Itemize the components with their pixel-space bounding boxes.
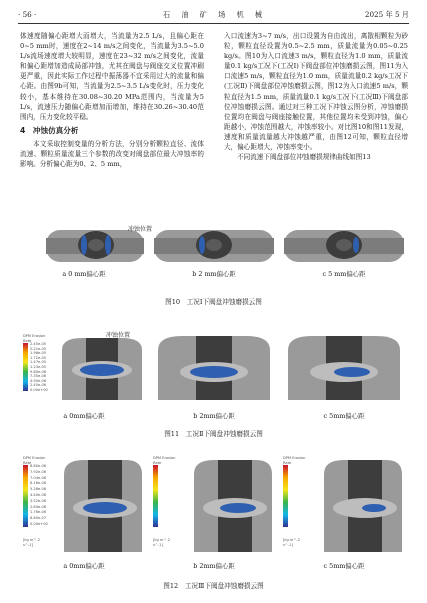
legend-unit: [kg m^-2 s^-1]: [283, 538, 301, 547]
figure-12: [22, 452, 406, 572]
legend-tick: 8.80e-07: [30, 516, 47, 521]
right-column: [224, 31, 408, 162]
legend-tick: 7.04e-06: [30, 475, 47, 480]
legend-tick: 0.00e+00: [30, 521, 48, 526]
figure-panel: [152, 224, 276, 280]
legend-tick: 6.16e-06: [30, 481, 47, 486]
panel-label: a 0 mm偏心距: [62, 270, 106, 278]
legend-tick: 1.76e-06: [30, 510, 47, 515]
legend-tick: 7.92e-06: [30, 469, 47, 474]
erosion-location-annotation: 冲蚀位置: [128, 226, 153, 233]
figure-panel: [152, 330, 276, 422]
legend-unit: [kg m^-2 s^-1]: [153, 538, 171, 547]
legend-title: DPM Erosion Rate: [23, 334, 46, 343]
erosion-contour-image: [152, 330, 276, 408]
erosion-contour-image: [282, 330, 406, 408]
journal-title: 石 油 矿 场 机 械: [162, 10, 265, 19]
legend-title: DPM Erosion Rate: [283, 456, 306, 465]
legend-tick: 1.47e-05: [30, 360, 47, 365]
legend-tick: 4.40e-06: [30, 492, 47, 497]
panel-label: b 2mm偏心距: [193, 412, 235, 420]
figure-panel: [282, 452, 406, 572]
legend-tick: 1.96e-05: [30, 351, 47, 356]
paragraph: 入口流速为3~7 m/s，出口设置为自由流出，离散相颗粒为砂粒，颗粒直径设置为0.5~2.5 mm，质量流量为0.05~0.25 kg/s。图10为入口流速3 m/s，颗粒直径为1.0 mm，质量流量0.1 kg/s工况下(工况Ⅰ)下阀盘部位冲蚀磨损云图，图11为入口流速5 m/s，颗粒直径为1.0 mm，质量流量0.2 kg/s工况下(工况Ⅱ)下阀盘部位冲蚀磨损云图，图12为入口流速5 m/s，颗粒直径为1.5 mm，质量流量0.1 kg/s工况下(工况Ⅲ)下阀盘部位冲蚀磨损云图。通过对三种工况下冲蚀云图分析，冲蚀磨损位置均在阀盘与阀座接触位置，其他位置均未受到冲蚀，偏心距越小，冲蚀范围越大，冲蚀率较小。对比图10和图11发现，速度和质量流量越大冲蚀越严重，由图12可知，颗粒直径增大，偏心距增大，冲蚀率变小。: [224, 32, 408, 152]
erosion-contour-image: [152, 452, 276, 558]
panel-label: c 5mm偏心距: [323, 412, 365, 420]
figure-caption: 图10 工况Ⅰ下阀盘冲蚀磨损云图: [165, 298, 262, 306]
page-number: · 56 ·: [18, 10, 37, 19]
legend-tick: 4.90e-06: [30, 378, 47, 383]
legend-tick: 7.35e-06: [30, 374, 47, 379]
legend-unit: [kg m^-2 s^-1]: [23, 538, 41, 547]
panel-label: c 5 mm偏心距: [322, 270, 366, 278]
panel-label: a 0mm偏心距: [63, 412, 105, 420]
erosion-contour-image: [22, 330, 146, 408]
panel-label: b 2mm偏心距: [193, 562, 235, 570]
legend-tick: 1.72e-05: [30, 355, 47, 360]
issue-date: 2025 年 5 月: [364, 10, 409, 19]
figure-caption: 图11 工况Ⅱ下阀盘冲蚀磨损云图: [164, 430, 263, 438]
legend-tick: 8.80e-06: [30, 464, 47, 468]
erosion-contour-image: [282, 452, 406, 558]
legend-tick: 9.80e-06: [30, 369, 47, 374]
figure-caption: 图12 工况Ⅲ下阀盘冲蚀磨损云图: [163, 582, 264, 590]
paragraph: 不同流速下阀盘部位冲蚀磨损规律曲线如图13: [237, 153, 371, 162]
figure-11: [22, 330, 406, 422]
legend-tick: 2.21e-05: [30, 346, 47, 351]
legend-tick: 5.28e-06: [30, 487, 47, 492]
figure-10: [22, 224, 406, 280]
legend-tick: 1.23e-05: [30, 364, 47, 369]
erosion-contour-image: [22, 452, 146, 558]
legend-tick: 3.52e-06: [30, 498, 47, 503]
panel-label: c 5mm偏心距: [323, 562, 365, 570]
legend-title: DPM Erosion Rate: [153, 456, 176, 465]
legend-title: DPM Erosion Rate: [23, 456, 46, 465]
figure-panel: [282, 224, 406, 280]
figure-panel: [22, 330, 146, 422]
panel-label: b 2 mm偏心距: [192, 270, 236, 278]
figure-panel: [152, 452, 276, 572]
erosion-contour-image: [152, 224, 276, 266]
panel-label: a 0mm偏心距: [63, 562, 105, 570]
legend-tick: 0.00e+00: [30, 387, 48, 392]
erosion-contour-image: [282, 224, 406, 266]
erosion-location-annotation: 冲蚀位置: [106, 332, 131, 339]
paragraph: 本文采取控制变量的分析方法，分别分析颗粒直径、流体流速、颗粒质量流量三个参数的改变对阀盘部位最大冲蚀率的影响。分析偏心距为0、2、5 mm，: [20, 139, 204, 169]
legend-tick: 2.45e-06: [30, 383, 47, 388]
legend-tick: 2.64e-06: [30, 504, 47, 509]
left-column: [20, 31, 204, 169]
section-heading: 4 冲蚀仿真分析: [20, 125, 79, 135]
page-header: [18, 9, 409, 24]
figure-panel: [282, 330, 406, 422]
legend-tick: 2.45e-05: [30, 342, 47, 346]
paragraph: 体速度随偏心距增大而增大，当流量为2.5 L/s，且偏心距在0~5 mm时，速度在2~14 m/s之间变化，当流量为3.5~5.0 L/s流场速度增大较明显，速度在23~32 m/s之间变化，流量和偏心距增加造成局部冲蚀，尤其在阀盘与阀座交叉位置冲刷更严重，因此实际工作过程中振荡器不宜采用过大的流量和偏心距。由图9b可知，当流量为2.5~3.5 L/s变化时，压力变化较小，基本维持在30.08~30.20 MPa范围内，当流量为5 L/s，流速压力随偏心距增加而增加，维持在30.26~30.40范围内，压力变化较平稳。: [20, 32, 204, 121]
figure-panel: [22, 452, 146, 572]
